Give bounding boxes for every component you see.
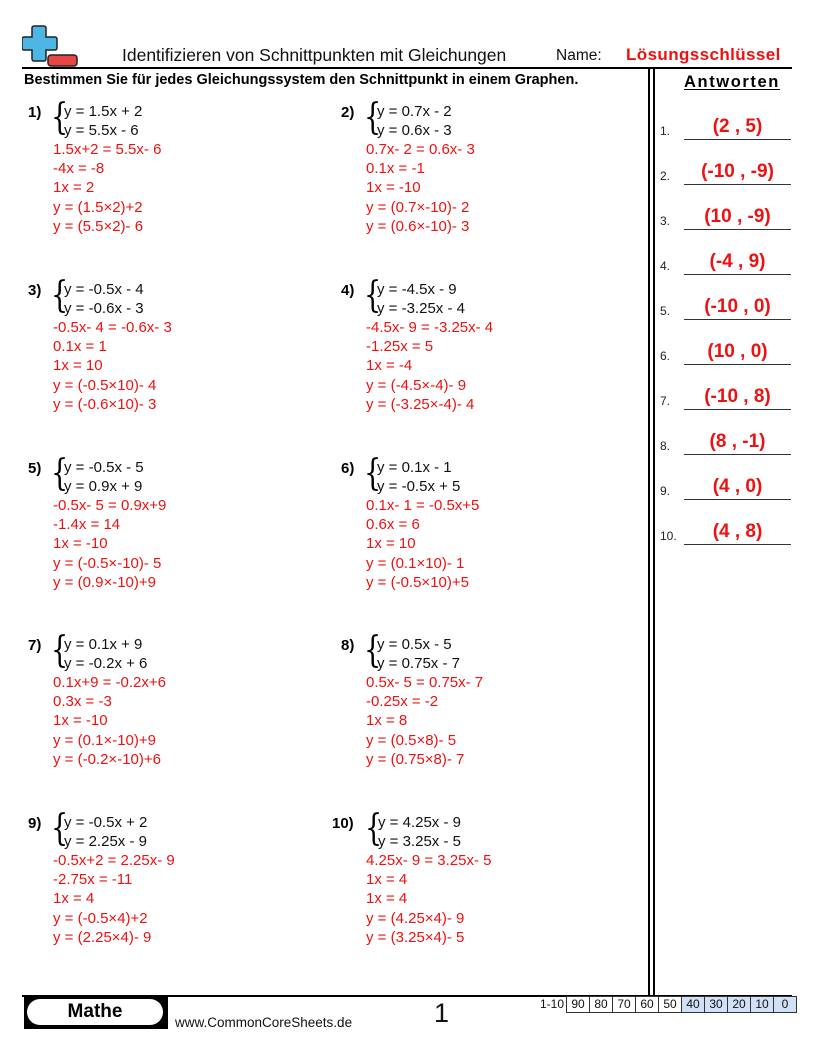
step: 0.6x = 6 [366,516,420,534]
step: 0.7x- 2 = 0.6x- 3 [366,141,475,158]
solution-steps [366,140,475,236]
step: y = (-0.5×-10)- 5 [53,554,162,572]
subject-label: Mathe [27,999,163,1025]
step: -0.5x+2 = 2.25x- 9 [53,852,175,869]
answer-number: 7. [660,394,671,408]
equation-2: y = 0.6x - 3 [377,122,452,139]
step: -0.5x- 4 = -0.6x- 3 [53,319,172,336]
answer-row [660,335,795,365]
step: y = (0.9×-10)+9 [53,573,156,591]
step: y = (0.6×-10)- 3 [366,217,470,235]
step: y = (-0.5×4)+2 [53,909,148,927]
step: 1x = -10 [366,179,421,197]
page-number: 1 [434,998,450,1028]
answer-number: 6. [660,349,671,363]
answer-row [660,110,795,140]
step: y = (0.7×-10)- 2 [366,198,470,216]
answer-value: (2 , 5) [712,116,763,137]
solution-steps [366,851,492,947]
problem-number: 7) [28,637,42,654]
brace-icon: { [51,97,69,138]
header-divider [22,67,792,69]
answer-number: 9. [660,484,671,498]
step: 1x = 4 [366,890,408,908]
score-cell: 90 [566,996,590,1013]
answer-number: 3. [660,214,671,228]
step: y = (3.25×4)- 5 [366,928,465,946]
equation-2: y = 2.25x - 9 [64,833,147,850]
solution-steps [53,851,175,947]
step: 0.1x- 1 = -0.5x+5 [366,497,480,514]
step: -2.75x = -11 [53,871,133,889]
brace-icon: { [364,630,382,671]
problem-4 [341,275,631,440]
answer-row [660,515,795,545]
step: y = (0.1×10)- 1 [366,554,465,572]
solution-steps [53,496,166,592]
problem-10 [332,808,622,973]
step: y = (0.1×-10)+9 [53,731,156,749]
answer-number: 1. [660,124,671,138]
equation-1: y = -4.5x - 9 [377,281,457,298]
step: y = (2.25×4)- 9 [53,928,152,946]
problem-number: 8) [341,637,355,654]
answer-row [660,200,795,230]
answer-row [660,470,795,500]
step: y = (-0.5×10)+5 [366,573,469,591]
answer-value: (-4 , 9) [709,251,766,272]
step: -4x = -8 [53,160,105,178]
brace-icon: { [364,275,382,316]
step: y = (0.5×8)- 5 [366,731,457,749]
answer-number: 2. [660,169,671,183]
score-cell: 40 [682,996,705,1013]
score-cell: 30 [705,996,728,1013]
answer-number: 4. [660,259,671,273]
step: -0.5x- 5 = 0.9x+9 [53,497,167,514]
step: y = (-0.2×-10)+6 [53,750,161,768]
answer-row [660,290,795,320]
answer-value: (10 , 0) [707,341,768,362]
answers-heading: Antworten [684,73,780,91]
step: 1.5x+2 = 5.5x- 6 [53,141,162,158]
problem-number: 4) [341,282,355,299]
score-cell: 10 [751,996,774,1013]
problem-8 [341,630,631,795]
score-cell: 70 [613,996,636,1013]
problem-3 [28,275,318,440]
step: 0.1x+9 = -0.2x+6 [53,674,166,691]
problem-number: 5) [28,460,42,477]
score-cell: 50 [659,996,682,1013]
solution-steps [366,496,479,592]
step: 0.1x = -1 [366,160,425,178]
answer-value: (4 , 8) [712,521,763,542]
step: y = (4.25×4)- 9 [366,909,465,927]
answer-row [660,380,795,410]
step: 1x = 4 [366,871,408,889]
answer-row [660,245,795,275]
brace-icon: { [51,808,69,849]
score-cell: 80 [590,996,613,1013]
problem-number: 6) [341,460,355,477]
brace-icon: { [51,453,69,494]
equation-2: y = -0.5x + 5 [377,478,461,495]
answer-row [660,425,795,455]
answer-line [684,499,791,501]
brace-icon: { [364,453,382,494]
website-link[interactable]: www.CommonCoreSheets.de [175,1015,353,1030]
step: y = (-4.5×-4)- 9 [366,376,467,394]
name-value: Lösungsschlüssel [626,45,781,64]
equation-2: y = -0.6x - 3 [64,300,144,317]
answer-line [684,544,791,546]
step: 0.5x- 5 = 0.75x- 7 [366,674,484,691]
step: 1x = -10 [53,712,108,730]
step: y = (-0.6×10)- 3 [53,395,157,413]
column-divider-left [648,68,650,996]
problem-6 [341,453,631,618]
instructions: Bestimmen Sie für jedes Gleichungssystem den Schnittpunkt in einem Graphen. [24,72,579,88]
equation-1: y = 0.5x - 5 [377,636,452,653]
problem-5 [28,453,318,618]
answer-line [684,409,791,411]
equation-2: y = 0.75x - 7 [377,655,460,672]
answer-value: (-10 , 8) [704,386,771,407]
equation-2: y = 3.25x - 5 [378,833,461,850]
answer-value: (-10 , 0) [704,296,771,317]
step: y = (0.75×8)- 7 [366,750,465,768]
answer-value: (4 , 0) [712,476,763,497]
equation-2: y = 0.9x + 9 [64,478,143,495]
equation-2: y = -0.2x + 6 [64,655,148,672]
step: y = (5.5×2)- 6 [53,217,144,235]
equation-1: y = 4.25x - 9 [378,814,461,831]
step: -4.5x- 9 = -3.25x- 4 [366,319,494,336]
answer-line [684,454,791,456]
solution-steps [366,673,483,769]
brace-icon: { [51,630,69,671]
step: 0.1x = 1 [53,338,107,356]
problem-1 [28,97,318,262]
problem-2 [341,97,631,262]
step: y = (-3.25×-4)- 4 [366,395,475,413]
solution-steps [53,673,166,769]
step: 1x = 8 [366,712,408,730]
answer-value: (10 , -9) [704,206,771,227]
step: 1x = -4 [366,357,413,375]
problem-number: 10) [332,815,354,832]
equation-1: y = -0.5x - 5 [64,459,144,476]
equation-1: y = -0.5x - 4 [64,281,144,298]
answer-number: 8. [660,439,671,453]
step: y = (1.5×2)+2 [53,198,143,216]
answer-line [684,184,791,186]
score-cell: 0 [774,996,797,1013]
step: 1x = -10 [53,535,108,553]
problem-number: 2) [341,104,355,121]
answer-row [660,155,795,185]
answer-line [684,274,791,276]
worksheet-title: Identifizieren von Schnittpunkten mit Gleichungen [122,45,507,65]
step: -0.25x = -2 [366,693,439,711]
answer-value: (8 , -1) [709,431,766,452]
answer-line [684,229,791,231]
solution-steps [53,318,172,414]
step: 1x = 4 [53,890,95,908]
step: 4.25x- 9 = 3.25x- 5 [366,852,492,869]
brace-icon: { [365,808,383,849]
step: 1x = 10 [53,357,103,375]
score-table [530,996,797,1012]
subject-badge [24,997,168,1029]
step: 1x = 10 [366,535,416,553]
column-divider-right [653,68,655,996]
answer-line [684,139,791,141]
solution-steps [366,318,493,414]
equation-1: y = 0.7x - 2 [377,103,452,120]
problem-number: 9) [28,815,42,832]
plus-minus-logo-icon [22,24,78,68]
equation-1: y = -0.5x + 2 [64,814,148,831]
problem-9 [28,808,318,973]
answer-line [684,319,791,321]
answer-number: 10. [660,529,677,543]
name-label: Name: [556,47,602,64]
equation-2: y = 5.5x - 6 [64,122,139,139]
answer-value: (-10 , -9) [701,161,774,182]
step: y = (-0.5×10)- 4 [53,376,157,394]
score-cell: 20 [728,996,751,1013]
score-range-label: 1-10 [539,997,564,1011]
step: -1.25x = 5 [366,338,434,356]
step: -1.4x = 14 [53,516,121,534]
brace-icon: { [51,275,69,316]
equation-1: y = 0.1x - 1 [377,459,452,476]
equation-2: y = -3.25x - 4 [377,300,465,317]
brace-icon: { [364,97,382,138]
equation-1: y = 0.1x + 9 [64,636,143,653]
step: 1x = 2 [53,179,95,197]
solution-steps [53,140,161,236]
step: 0.3x = -3 [53,693,112,711]
score-cell: 60 [636,996,659,1013]
problem-number: 1) [28,104,42,121]
problem-7 [28,630,318,795]
problem-number: 3) [28,282,42,299]
equation-1: y = 1.5x + 2 [64,103,143,120]
answer-line [684,364,791,366]
answer-number: 5. [660,304,671,318]
